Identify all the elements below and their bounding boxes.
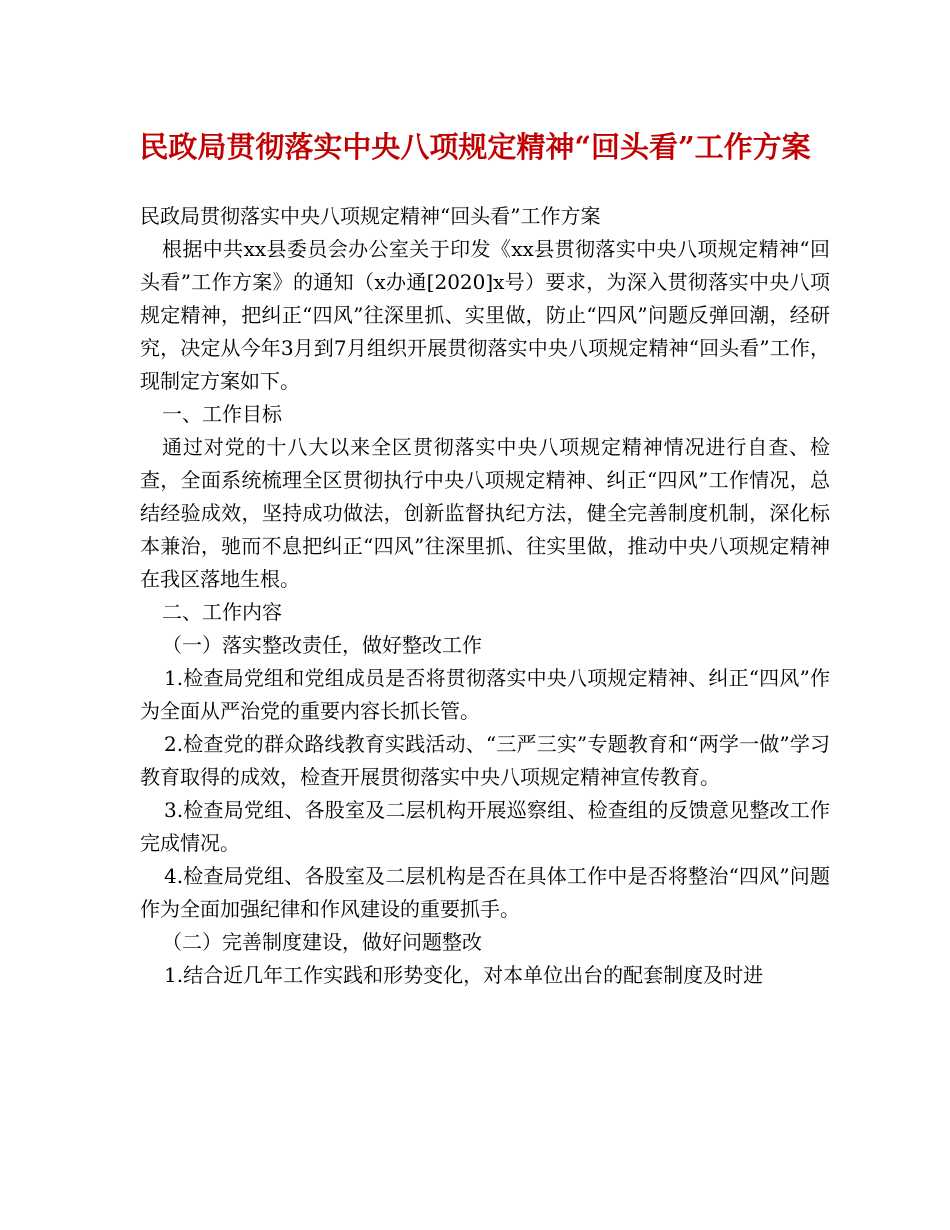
- list-item-1-2: 2.检查党的群众路线教育实践活动、“三严三实”专题教育和“两学一做”学习教育取得的成效，检查开展贯彻落实中央八项规定精神宣传教育。: [140, 732, 830, 789]
- section-heading-content: 二、工作内容: [162, 600, 282, 624]
- section-heading-goal: 一、工作目标: [162, 402, 282, 426]
- list-item-1-1: 1.检查局党组和党组成员是否将贯彻落实中央八项规定精神、纠正“四风”作为全面从严治党的重要内容长抓长管。: [140, 666, 830, 723]
- paragraph-goal: 通过对党的十八大以来全区贯彻落实中央八项规定精神情况进行自查、检查，全面系统梳理全区贯彻执行中央八项规定精神、纠正“四风”工作情况，总结经验成效，坚持成功做法，创新监督执纪方法，健全完善制度机制，深化标本兼治，驰而不息把纠正“四风”往深里抓、往实里做，推动中央八项规定精神在我区落地生根。: [140, 435, 830, 591]
- list-item-2-1: 1.结合近几年工作实践和形势变化，对本单位出台的配套制度及时进: [164, 963, 764, 987]
- list-item-1-4: 4.检查局党组、各股室及二层机构是否在具体工作中是否将整治“四风”问题作为全面加强纪律和作风建设的重要抓手。: [140, 864, 830, 921]
- paragraph-intro: 根据中共xx县委员会办公室关于印发《xx县贯彻落实中央八项规定精神“回头看”工作方案》的通知（x办通[2020]x号）要求，为深入贯彻落实中央八项规定精神，把纠正“四风”往深里抓、实里做，防止“四风”问题反弹回潮，经研究，决定从今年3月到7月组织开展贯彻落实中央八项规定精神“回头看”工作，现制定方案如下。: [140, 237, 830, 393]
- list-item-1-3: 3.检查局党组、各股室及二层机构开展巡察组、检查组的反馈意见整改工作完成情况。: [140, 798, 830, 855]
- document-title: 民政局贯彻落实中央八项规定精神“回头看”工作方案: [139, 130, 811, 164]
- paragraph-heading-repeat: 民政局贯彻落实中央八项规定精神“回头看”工作方案: [140, 204, 601, 228]
- document-body: [140, 200, 830, 992]
- subsection-heading-2: （二）完善制度建设，做好问题整改: [162, 930, 482, 954]
- subsection-heading-1: （一）落实整改责任，做好整改工作: [162, 633, 482, 657]
